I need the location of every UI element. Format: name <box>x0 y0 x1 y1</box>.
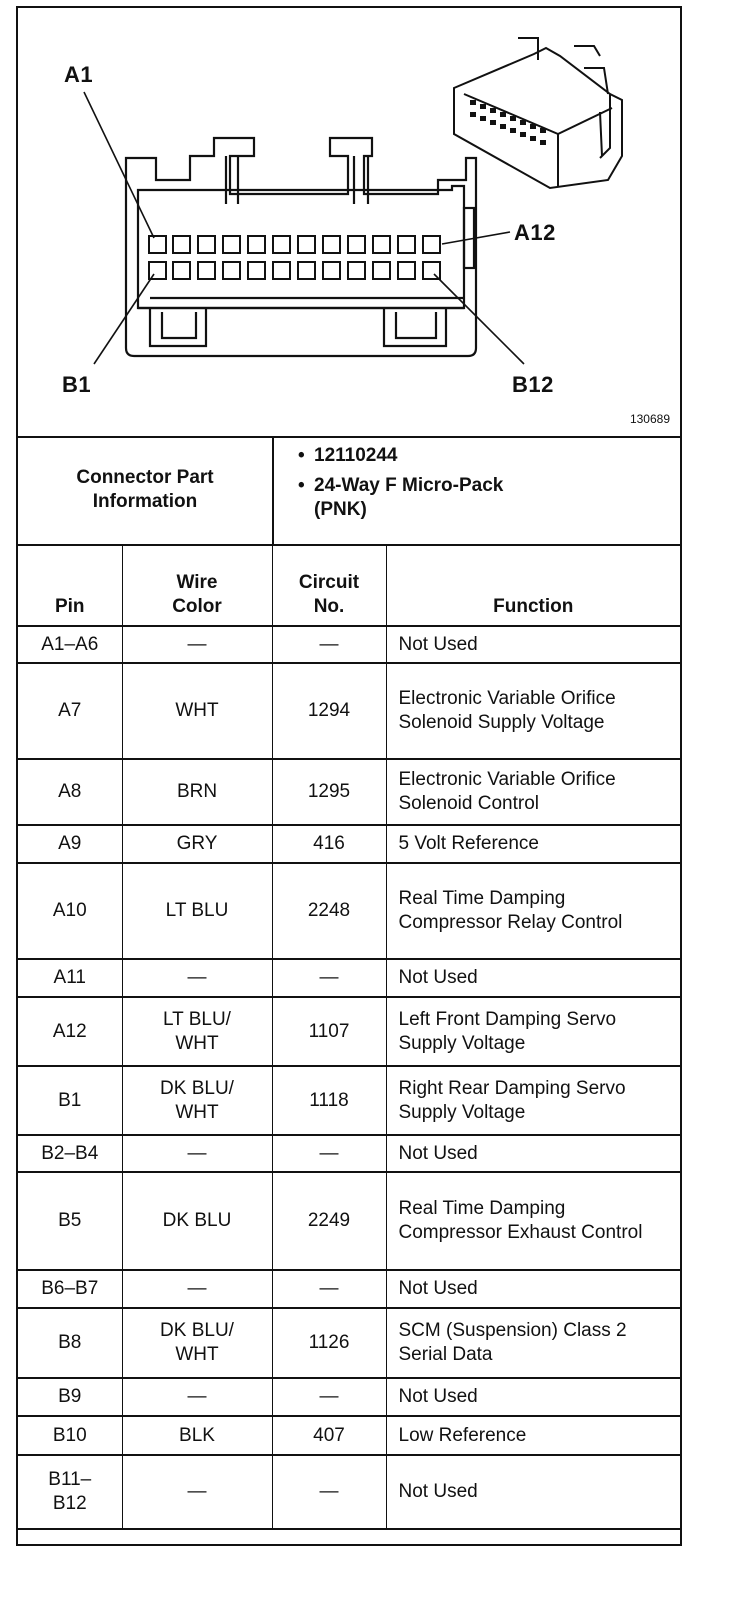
circuit-cell: 1295 <box>272 759 386 825</box>
header-function: Function <box>386 544 680 626</box>
circuit-cell: 407 <box>272 1416 386 1455</box>
table-row <box>18 1455 680 1529</box>
header-circuit <box>272 544 386 626</box>
function-cell: Electronic Variable Orifice Solenoid Supply Voltage <box>386 663 680 759</box>
header-wire-color-text: Wire Color <box>172 572 222 617</box>
wire-cell: BLK <box>122 1416 272 1455</box>
pin-cell: B10 <box>18 1416 122 1455</box>
header-circuit-text: Circuit No. <box>298 572 360 617</box>
circuit-cell: 1118 <box>272 1066 386 1135</box>
connector-part-info <box>18 436 680 546</box>
table-row <box>18 863 680 959</box>
circuit-cell: — <box>272 1455 386 1529</box>
header-pin: Pin <box>18 544 122 626</box>
circuit-cell: 2249 <box>272 1172 386 1270</box>
table-row <box>18 997 680 1066</box>
pinout-table <box>18 544 680 1530</box>
wire-cell: — <box>122 626 272 663</box>
function-cell: Not Used <box>386 1270 680 1308</box>
label-b12: B12 <box>512 372 554 397</box>
function-cell: 5 Volt Reference <box>386 825 680 863</box>
connector-info-title <box>18 436 274 544</box>
pin-cell: A9 <box>18 825 122 863</box>
wire-cell: DK BLU/ WHT <box>122 1066 272 1135</box>
wire-cell: — <box>122 1378 272 1416</box>
pin-cell: A1–A6 <box>18 626 122 663</box>
circuit-cell: — <box>272 1270 386 1308</box>
wire-cell: DK BLU/ WHT <box>122 1308 272 1378</box>
table-row <box>18 663 680 759</box>
wire-cell: — <box>122 1270 272 1308</box>
label-a1: A1 <box>64 62 94 87</box>
pin-cell: A7 <box>18 663 122 759</box>
function-cell: Not Used <box>386 1455 680 1529</box>
circuit-cell: — <box>272 1378 386 1416</box>
table-row <box>18 1378 680 1416</box>
header-wire-color <box>122 544 272 626</box>
pin-cell: B9 <box>18 1378 122 1416</box>
circuit-cell: — <box>272 626 386 663</box>
connector-type: • 24-Way F Micro-Pack (PNK) <box>274 474 514 522</box>
wire-cell: — <box>122 959 272 997</box>
circuit-cell: — <box>272 959 386 997</box>
label-b1: B1 <box>62 372 92 397</box>
pin-cell: A10 <box>18 863 122 959</box>
function-cell: Right Rear Damping Servo Supply Voltage <box>386 1066 680 1135</box>
table-row <box>18 759 680 825</box>
wire-cell: — <box>122 1135 272 1172</box>
circuit-cell: 1126 <box>272 1308 386 1378</box>
table-row <box>18 959 680 997</box>
table-row <box>18 1270 680 1308</box>
connector-info-items <box>274 444 674 528</box>
table-header-row <box>18 544 680 626</box>
pin-cell: B5 <box>18 1172 122 1270</box>
pin-cell: B8 <box>18 1308 122 1378</box>
wire-cell: GRY <box>122 825 272 863</box>
function-cell: Electronic Variable Orifice Solenoid Control <box>386 759 680 825</box>
pin-cell: B1 <box>18 1066 122 1135</box>
function-cell: Real Time Damping Compressor Relay Control <box>386 863 680 959</box>
pin-cell: A8 <box>18 759 122 825</box>
figure-number: 130689 <box>629 412 670 426</box>
table-row <box>18 825 680 863</box>
wire-cell: DK BLU <box>122 1172 272 1270</box>
circuit-cell: 2248 <box>272 863 386 959</box>
function-cell: Not Used <box>386 626 680 663</box>
table-row <box>18 1066 680 1135</box>
function-cell: Low Reference <box>386 1416 680 1455</box>
function-cell: Real Time Damping Compressor Exhaust Control <box>386 1172 680 1270</box>
pin-cell: A12 <box>18 997 122 1066</box>
part-number: • 12110244 <box>274 444 674 468</box>
connector-face-drawing <box>18 8 680 436</box>
circuit-cell: — <box>272 1135 386 1172</box>
function-cell: SCM (Suspension) Class 2 Serial Data <box>386 1308 680 1378</box>
pin-cell: B6–B7 <box>18 1270 122 1308</box>
wire-cell: LT BLU <box>122 863 272 959</box>
function-cell: Left Front Damping Servo Supply Voltage <box>386 997 680 1066</box>
function-cell: Not Used <box>386 1378 680 1416</box>
circuit-cell: 1294 <box>272 663 386 759</box>
connector-info-title-text: Connector Part Information <box>76 467 214 512</box>
wire-cell: LT BLU/ WHT <box>122 997 272 1066</box>
function-cell: Not Used <box>386 1135 680 1172</box>
circuit-cell: 416 <box>272 825 386 863</box>
wire-cell: BRN <box>122 759 272 825</box>
table-row <box>18 1172 680 1270</box>
pin-cell: B11– B12 <box>18 1455 122 1529</box>
table-row <box>18 626 680 663</box>
label-a12: A12 <box>514 220 556 245</box>
pin-cell: A11 <box>18 959 122 997</box>
table-row <box>18 1416 680 1455</box>
table-row <box>18 1308 680 1378</box>
function-cell: Not Used <box>386 959 680 997</box>
pin-cell: B2–B4 <box>18 1135 122 1172</box>
table-row <box>18 1135 680 1172</box>
wire-cell: — <box>122 1455 272 1529</box>
circuit-cell: 1107 <box>272 997 386 1066</box>
wire-cell: WHT <box>122 663 272 759</box>
connector-sheet <box>16 6 682 1546</box>
connector-diagram <box>18 8 680 438</box>
